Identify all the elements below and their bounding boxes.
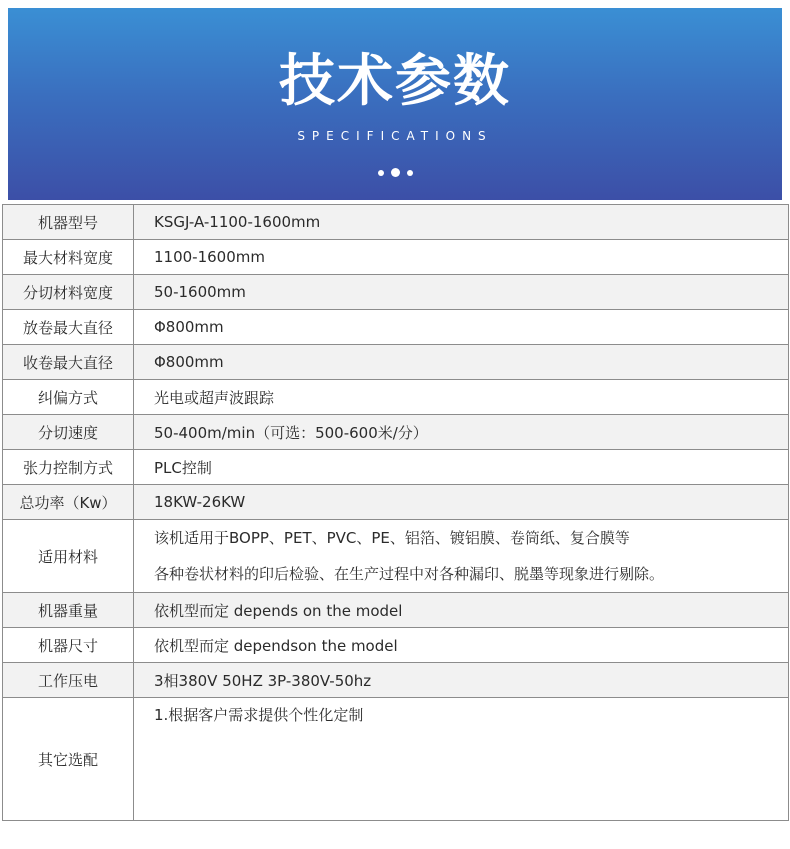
spec-value-tension: PLC控制 — [134, 450, 789, 485]
spec-value-options: 1.根据客户需求提供个性化定制 — [134, 698, 789, 821]
spec-label-epc: 纠偏方式 — [3, 380, 134, 415]
spec-label-unwind-diameter: 放卷最大直径 — [3, 310, 134, 345]
spec-value-model: KSGJ-A-1100-1600mm — [134, 205, 789, 240]
table-row — [3, 593, 789, 628]
spec-value-speed: 50-400m/min（可选：500-600米/分） — [134, 415, 789, 450]
spec-label-voltage: 工作压电 — [3, 663, 134, 698]
spec-label-tension: 张力控制方式 — [3, 450, 134, 485]
table-row — [3, 450, 789, 485]
spec-label-weight: 机器重量 — [3, 593, 134, 628]
spec-value-slit-width: 50-1600mm — [134, 275, 789, 310]
decorative-dots — [8, 168, 782, 177]
spec-label-rewind-diameter: 收卷最大直径 — [3, 345, 134, 380]
spec-label-model: 机器型号 — [3, 205, 134, 240]
materials-line-1: 该机适用于BOPP、PET、PVC、PE、铝箔、镀铝膜、卷筒纸、复合膜等 — [154, 529, 630, 547]
spec-value-voltage: 3相380V 50HZ 3P-380V-50hz — [134, 663, 789, 698]
spec-label-speed: 分切速度 — [3, 415, 134, 450]
spec-table — [2, 204, 789, 821]
table-row — [3, 485, 789, 520]
table-row — [3, 380, 789, 415]
dot-icon — [378, 170, 384, 176]
spec-value-materials — [134, 520, 789, 593]
page-title: 技术参数 — [279, 49, 511, 114]
table-row — [3, 698, 789, 821]
materials-line-2: 各种卷状材料的印后检验、在生产过程中对各种漏印、脱墨等现象进行剔除。 — [154, 565, 665, 583]
table-row — [3, 345, 789, 380]
spec-label-size: 机器尺寸 — [3, 628, 134, 663]
spec-value-power: 18KW-26KW — [134, 485, 789, 520]
spec-label-power: 总功率（Kw） — [3, 485, 134, 520]
spec-value-epc: 光电或超声波跟踪 — [134, 380, 789, 415]
spec-label-slit-width: 分切材料宽度 — [3, 275, 134, 310]
spec-value-size: 依机型而定 dependson the model — [134, 628, 789, 663]
spec-value-weight: 依机型而定 depends on the model — [134, 593, 789, 628]
table-row — [3, 663, 789, 698]
header-banner — [8, 8, 782, 200]
table-row — [3, 628, 789, 663]
spec-value-rewind-diameter: Φ800mm — [134, 345, 789, 380]
spec-label-options: 其它选配 — [3, 698, 134, 821]
dot-icon — [391, 168, 400, 177]
spec-label-max-width: 最大材料宽度 — [3, 240, 134, 275]
spec-value-unwind-diameter: Φ800mm — [134, 310, 789, 345]
table-row — [3, 205, 789, 240]
dot-icon — [407, 170, 413, 176]
table-row — [3, 415, 789, 450]
table-row — [3, 240, 789, 275]
table-row — [3, 520, 789, 593]
spec-value-max-width: 1100-1600mm — [134, 240, 789, 275]
table-row — [3, 310, 789, 345]
spec-label-materials: 适用材料 — [3, 520, 134, 593]
table-row — [3, 275, 789, 310]
page-subtitle: SPECIFICATIONS — [297, 129, 493, 143]
